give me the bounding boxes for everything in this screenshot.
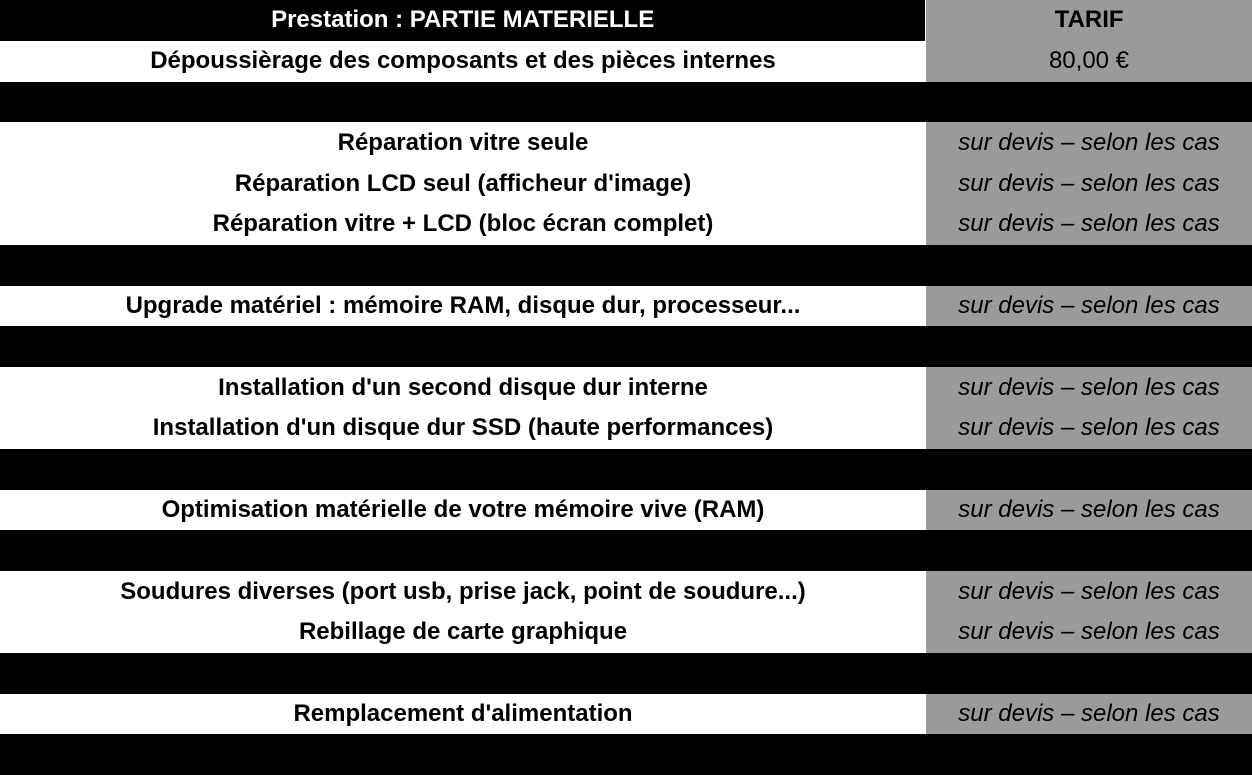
header-prestation: Prestation : PARTIE MATERIELLE (0, 0, 925, 41)
table-header-row (0, 0, 1252, 41)
spacer-row (0, 82, 1252, 123)
table-row (0, 408, 1252, 449)
header-tarif: TARIF (925, 0, 1252, 41)
service-label: Réparation vitre seule (0, 122, 926, 163)
service-price: sur devis – selon les cas (926, 367, 1252, 408)
spacer-cell (926, 82, 1252, 123)
service-label: Remplacement d'alimentation (0, 694, 926, 735)
service-label: Réparation vitre + LCD (bloc écran complet) (0, 204, 926, 245)
spacer-cell (0, 82, 926, 123)
spacer-cell (0, 326, 926, 367)
spacer-row (0, 449, 1252, 490)
table-row (0, 41, 1252, 82)
service-price: sur devis – selon les cas (926, 571, 1252, 612)
spacer-cell (926, 326, 1252, 367)
spacer-cell (926, 734, 1252, 775)
service-label: Optimisation matérielle de votre mémoire vive (RAM) (0, 490, 926, 531)
service-price: sur devis – selon les cas (926, 204, 1252, 245)
spacer-row (0, 530, 1252, 571)
service-price: sur devis – selon les cas (926, 612, 1252, 653)
service-price: sur devis – selon les cas (926, 408, 1252, 449)
service-label: Rebillage de carte graphique (0, 612, 926, 653)
table-row (0, 490, 1252, 531)
table-row (0, 694, 1252, 735)
spacer-cell (926, 530, 1252, 571)
table-row (0, 367, 1252, 408)
service-price: sur devis – selon les cas (926, 163, 1252, 204)
spacer-cell (0, 530, 926, 571)
spacer-row (0, 245, 1252, 286)
service-price: 80,00 € (926, 41, 1252, 82)
spacer-cell (926, 653, 1252, 694)
spacer-cell (926, 449, 1252, 490)
service-label: Soudures diverses (port usb, prise jack, point de soudure...) (0, 571, 926, 612)
spacer-cell (0, 245, 926, 286)
spacer-cell (0, 734, 926, 775)
spacer-cell (0, 653, 926, 694)
table-row (0, 122, 1252, 163)
table-row (0, 571, 1252, 612)
service-price: sur devis – selon les cas (926, 694, 1252, 735)
spacer-row (0, 734, 1252, 775)
service-label: Dépoussièrage des composants et des pièces internes (0, 41, 926, 82)
spacer-row (0, 653, 1252, 694)
spacer-row (0, 326, 1252, 367)
service-price: sur devis – selon les cas (926, 490, 1252, 531)
service-label: Installation d'un disque dur SSD (haute performances) (0, 408, 926, 449)
table-row (0, 612, 1252, 653)
service-label: Installation d'un second disque dur interne (0, 367, 926, 408)
table-row (0, 163, 1252, 204)
spacer-cell (926, 245, 1252, 286)
service-label: Réparation LCD seul (afficheur d'image) (0, 163, 926, 204)
service-label: Upgrade matériel : mémoire RAM, disque dur, processeur... (0, 286, 926, 327)
service-price: sur devis – selon les cas (926, 122, 1252, 163)
spacer-cell (0, 449, 926, 490)
table-row (0, 204, 1252, 245)
table-row (0, 286, 1252, 327)
service-price: sur devis – selon les cas (926, 286, 1252, 327)
